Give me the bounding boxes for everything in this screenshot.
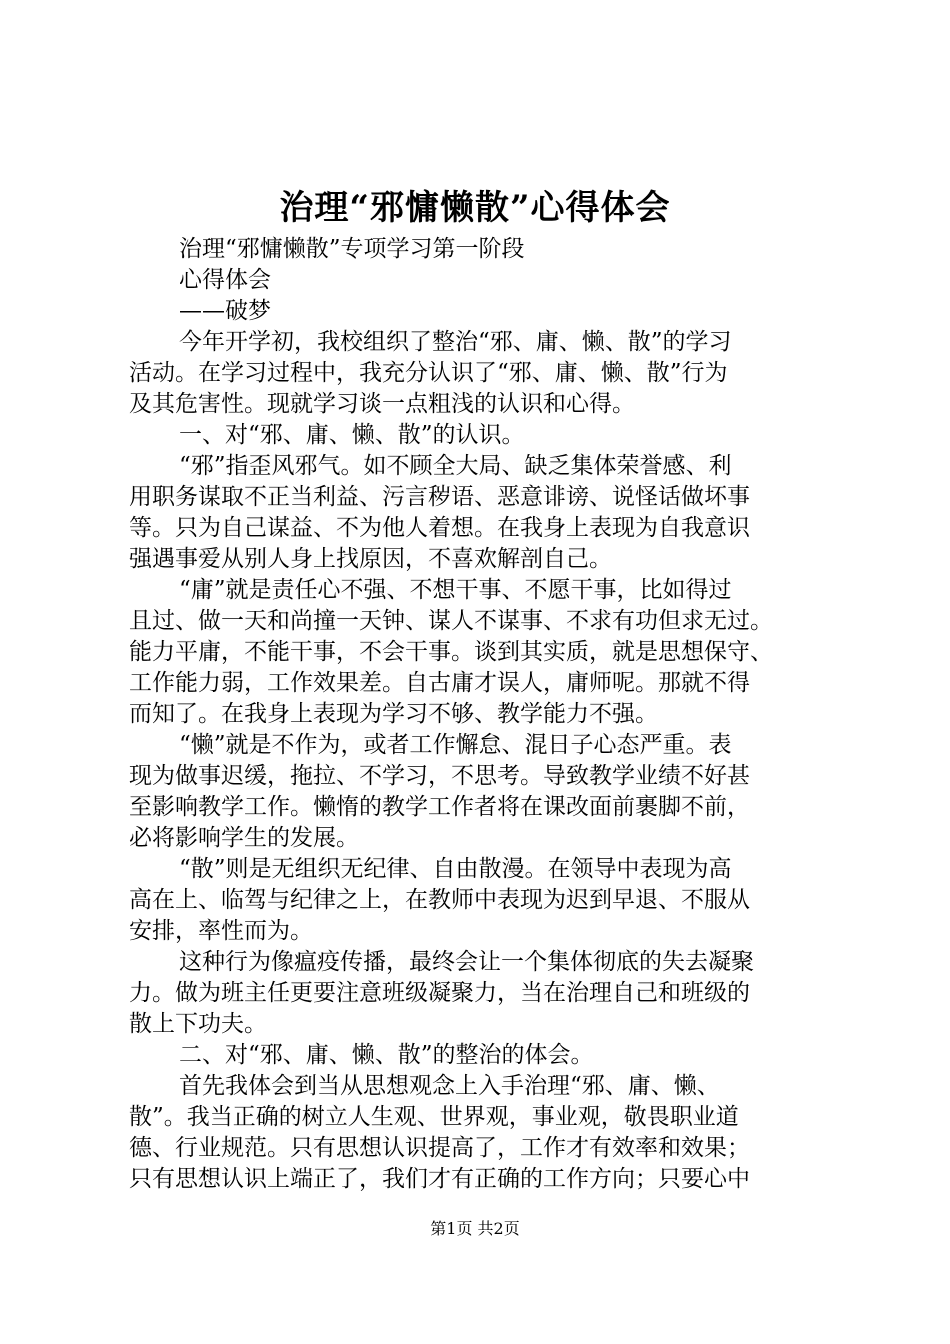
document-title: 治理“邪慵懒散”心得体会 xyxy=(279,188,671,228)
text-line: 首先我体会到当从思想观念上入手治理“邪、庸、懒、 xyxy=(179,1073,720,1099)
text-line: 心得体会 xyxy=(179,267,271,293)
text-line: 今年开学初，我校组织了整治“邪、庸、懒、散”的学习 xyxy=(179,329,732,355)
text-line: 现为做事迟缓，拖拉、不学习，不思考。导致教学业绩不好甚 xyxy=(129,763,750,789)
text-line: 用职务谋取不正当利益、污言秽语、恶意诽谤、说怪话做坏事 xyxy=(129,484,750,510)
text-line: “散”则是无组织无纪律、自由散漫。在领导中表现为高 xyxy=(179,856,732,882)
text-line: 散”。我当正确的树立人生观、世界观，事业观，敬畏职业道 xyxy=(129,1104,739,1130)
text-line: 只有思想认识上端正了，我们才有正确的工作方向；只要心中 xyxy=(129,1166,750,1192)
text-line: 活动。在学习过程中，我充分认识了“邪、庸、懒、散”行为 xyxy=(129,360,728,386)
text-line: 治理“邪慵懒散”专项学习第一阶段 xyxy=(179,236,525,262)
text-line: 及其危害性。现就学习谈一点粗浅的认识和心得。 xyxy=(129,391,635,417)
text-line: 一、对“邪、庸、懒、散”的认识。 xyxy=(179,422,525,448)
text-line: 必将影响学生的发展。 xyxy=(129,825,359,851)
document-body xyxy=(129,234,829,1195)
text-line: 等。只为自己谋益、不为他人着想。在我身上表现为自我意识 xyxy=(129,515,750,541)
text-line: 二、对“邪、庸、懒、散”的整治的体会。 xyxy=(179,1042,594,1068)
text-line: 德、行业规范。只有思想认识提高了，工作才有效率和效果； xyxy=(129,1135,750,1161)
text-line: 至影响教学工作。懒惰的教学工作者将在课改面前裹脚不前， xyxy=(129,794,750,820)
text-line: 而知了。在我身上表现为学习不够、教学能力不强。 xyxy=(129,701,658,727)
text-line: 高在上、临驾与纪律之上，在教师中表现为迟到早退、不服从 xyxy=(129,887,750,913)
page-footer: 第1页 共2页 xyxy=(430,1219,520,1238)
text-line: 工作能力弱，工作效果差。自古庸才误人，庸师呢。那就不得 xyxy=(129,670,750,696)
text-line: 强遇事爱从别人身上找原因，不喜欢解剖自己。 xyxy=(129,546,612,572)
text-line: ——破梦 xyxy=(179,298,271,324)
text-line: 力。做为班主任更要注意班级凝聚力，当在治理自己和班级的 xyxy=(129,980,750,1006)
text-line: 安排，率性而为。 xyxy=(129,918,313,944)
text-line: “懒”就是不作为，或者工作懈怠、混日子心态严重。表 xyxy=(179,732,732,758)
text-line: 能力平庸，不能干事，不会干事。谈到其实质，就是思想保守、 xyxy=(129,639,773,665)
text-line: “邪”指歪风邪气。如不顾全大局、缺乏集体荣誉感、利 xyxy=(179,453,732,479)
text-line: 散上下功夫。 xyxy=(129,1011,267,1037)
text-line: 这种行为像瘟疫传播，最终会让一个集体彻底的失去凝聚 xyxy=(179,949,754,975)
text-line: “庸”就是责任心不强、不想干事、不愿干事，比如得过 xyxy=(179,577,732,603)
text-line: 且过、做一天和尚撞一天钟、谋人不谋事、不求有功但求无过。 xyxy=(129,608,773,634)
